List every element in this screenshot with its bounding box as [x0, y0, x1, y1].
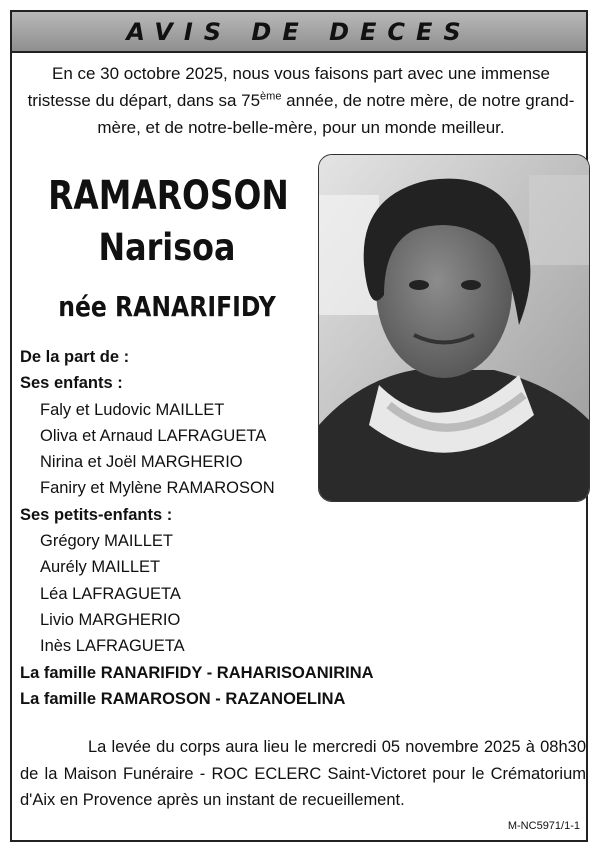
grandchildren-label: Ses petits-enfants :	[20, 505, 173, 524]
children-label: Ses enfants :	[20, 374, 123, 393]
list-item: Oliva et Arnaud LAFRAGUETA	[40, 426, 267, 445]
intro-text-end: année, de notre mère, de notre grand-mère, et de notre-belle-mère, pour un monde meilleur.	[97, 91, 575, 137]
notice-header	[12, 12, 586, 53]
deceased-surname: RAMAROSON	[48, 173, 289, 219]
list-item: Grégory MAILLET	[40, 532, 173, 551]
family-list	[20, 344, 440, 712]
reference-code: M-NC5971/1-1	[507, 820, 580, 832]
notice-title: AVIS DE DECES	[126, 17, 472, 46]
list-item: Léa LAFRAGUETA	[40, 584, 181, 603]
notice-frame	[10, 10, 588, 842]
list-item: Faly et Ludovic MAILLET	[40, 400, 225, 419]
deceased-first-name: Narisoa	[98, 226, 236, 269]
family-line: La famille RANARIFIDY - RAHARISOANIRINA	[20, 663, 374, 682]
list-item: Faniry et Mylène RAMAROSON	[40, 479, 275, 498]
list-item: Livio MARGHERIO	[40, 610, 181, 629]
from-label: De la part de :	[20, 348, 130, 366]
family-line: La famille RAMAROSON - RAZANOELINA	[20, 689, 346, 708]
ceremony-paragraph	[20, 734, 586, 814]
list-item: Aurély MAILLET	[40, 558, 161, 577]
intro-superscript: ème	[260, 90, 282, 103]
intro-text-start: En ce 30 octobre 2025, nous vous faisons part avec une immense tristesse du départ, dans sa 75	[27, 64, 551, 110]
deceased-name-block	[22, 170, 312, 330]
list-item: Inès LAFRAGUETA	[40, 637, 185, 656]
intro-paragraph	[26, 60, 576, 141]
list-item: Nirina et Joël MARGHERIO	[40, 453, 243, 472]
deceased-maiden-name: née RANARIFIDY	[58, 290, 276, 323]
ceremony-text: La levée du corps aura lieu le mercredi 05 novembre 2025 à 08h30 de la Maison Funéraire - ROC ECLERC Saint-Victoret pour le Crématorium d'Aix en Provence après un instant de recueillement.	[20, 738, 586, 809]
